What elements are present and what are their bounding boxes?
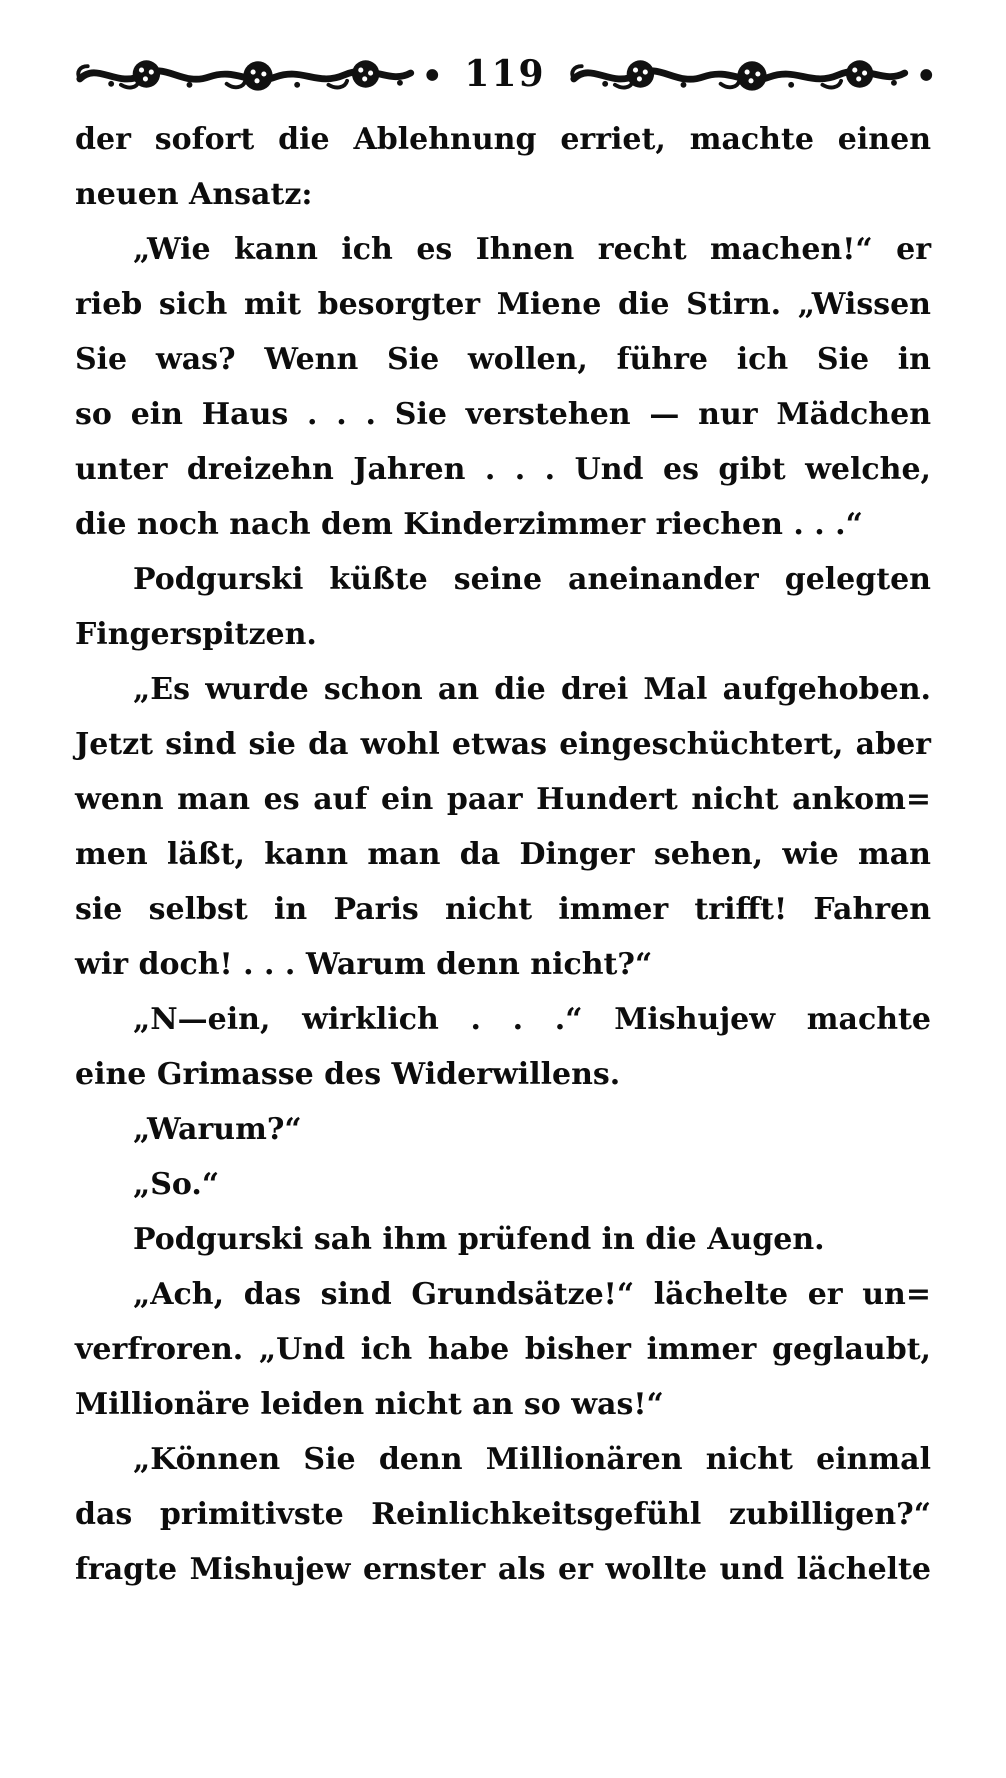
text-line: eine Grimasse des Widerwillens. [75,1057,621,1092]
text-line: „Wie kann ich es Ihnen recht machen!“ er [133,232,931,267]
text-line: wenn man es auf ein paar Hundert nicht ankom= [75,782,931,817]
text-line: Podgurski sah ihm prüfend in die Augen. [133,1222,825,1257]
text-line: „N—ein, wirklich . . .“ Mishujew machte [133,1002,931,1037]
page-number: 119 [464,53,546,95]
text-line: verfroren. „Und ich habe bisher immer geglaubt, [75,1332,931,1367]
text-line: rieb sich mit besorgter Miene die Stirn. „Wissen [75,287,931,322]
page-header [72,48,938,100]
text-line: men läßt, kann man da Dinger sehen, wie man [75,837,931,872]
text-line: das primitivste Reinlichkeitsgefühl zubilligen?“ [75,1497,931,1532]
text-line: sie selbst in Paris nicht immer trifft! Fahren [75,892,931,927]
text-line: Podgurski küßte seine aneinander gelegten [133,562,931,597]
text-line: Fingerspitzen. [75,617,317,652]
floral-scroll-ornament-left-icon [72,52,444,96]
text-line: „Ach, das sind Grundsätze!“ lächelte er un= [133,1277,931,1312]
text-line: der sofort die Ablehnung erriet, machte einen [75,122,931,157]
body-text [75,112,931,1597]
text-line: „Können Sie denn Millionären nicht einmal [133,1442,931,1477]
text-line: wir doch! . . . Warum denn nicht?“ [75,947,653,982]
text-line: „So.“ [133,1167,220,1202]
text-line: die noch nach dem Kinderzimmer riechen . . .“ [75,507,863,542]
text-line: „Warum?“ [133,1112,302,1147]
text-line: „Es wurde schon an die drei Mal aufgehoben. [133,672,931,707]
floral-scroll-ornament-right-icon [566,52,938,96]
text-line: so ein Haus . . . Sie verstehen — nur Mädchen [75,397,931,432]
text-line: unter dreizehn Jahren . . . Und es gibt welche, [75,452,931,487]
text-line: Millionäre leiden nicht an so was!“ [75,1387,664,1422]
text-line: fragte Mishujew ernster als er wollte und lächelte [75,1552,931,1587]
text-line: Jetzt sind sie da wohl etwas eingeschüchtert, aber [75,727,931,762]
text-line: Sie was? Wenn Sie wollen, führe ich Sie in [75,342,931,377]
text-line: neuen Ansatz: [75,177,313,212]
